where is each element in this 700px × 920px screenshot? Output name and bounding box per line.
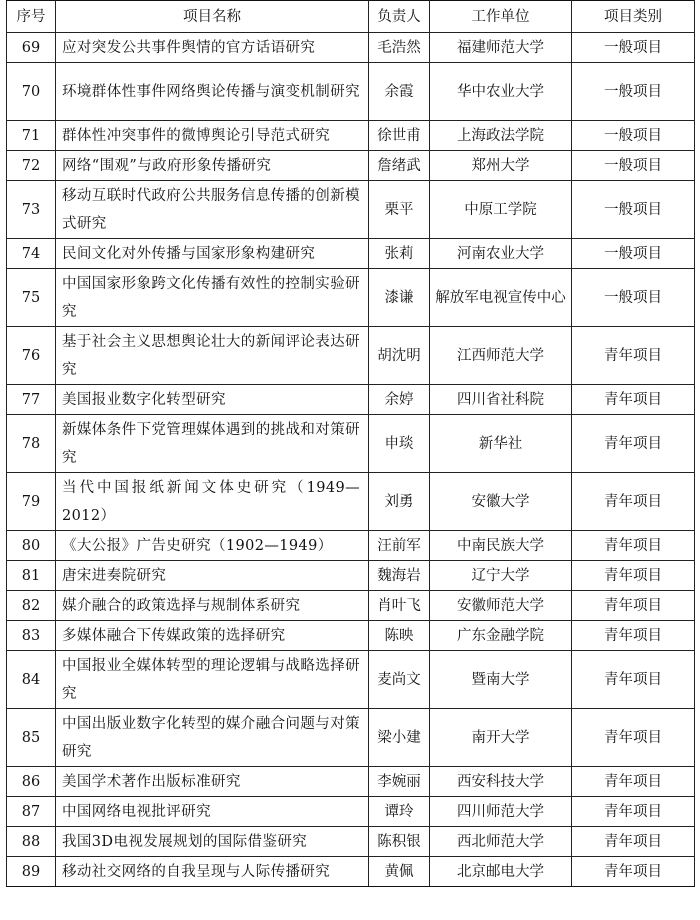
table-body: [7, 33, 695, 887]
table-row: [7, 327, 695, 385]
cell-no: 82: [7, 591, 56, 621]
cell-unit: 新华社: [430, 415, 572, 473]
cell-project-name: 唐宋进奏院研究: [56, 561, 369, 591]
cell-type: 青年项目: [572, 709, 695, 767]
cell-unit: 北京邮电大学: [430, 857, 572, 887]
cell-no: 70: [7, 63, 56, 121]
table-row: [7, 181, 695, 239]
table-row: [7, 531, 695, 561]
header-no: 序号: [7, 1, 56, 33]
cell-no: 88: [7, 827, 56, 857]
cell-project-name: 中国报业全媒体转型的理论逻辑与战略选择研究: [56, 651, 369, 709]
cell-type: 一般项目: [572, 181, 695, 239]
cell-project-name: 美国报业数字化转型研究: [56, 385, 369, 415]
cell-project-name: 中国网络电视批评研究: [56, 797, 369, 827]
table-row: [7, 121, 695, 151]
cell-owner: 申琰: [369, 415, 430, 473]
cell-owner: 刘勇: [369, 473, 430, 531]
table-row: [7, 385, 695, 415]
cell-unit: 辽宁大学: [430, 561, 572, 591]
cell-project-name: 民间文化对外传播与国家形象构建研究: [56, 239, 369, 269]
cell-unit: 中原工学院: [430, 181, 572, 239]
table-row: [7, 63, 695, 121]
table-row: [7, 473, 695, 531]
cell-project-name: 群体性冲突事件的微博舆论引导范式研究: [56, 121, 369, 151]
header-type: 项目类别: [572, 1, 695, 33]
cell-owner: 余婷: [369, 385, 430, 415]
cell-project-name: 当代中国报纸新闻文体史研究（1949—2012）: [56, 473, 369, 531]
cell-owner: 余霞: [369, 63, 430, 121]
cell-project-name: 美国学术著作出版标准研究: [56, 767, 369, 797]
cell-owner: 肖叶飞: [369, 591, 430, 621]
cell-owner: 陈积银: [369, 827, 430, 857]
cell-unit: 西北师范大学: [430, 827, 572, 857]
cell-type: 青年项目: [572, 591, 695, 621]
table-row: [7, 827, 695, 857]
cell-no: 71: [7, 121, 56, 151]
cell-owner: 詹绪武: [369, 151, 430, 181]
table-row: [7, 33, 695, 63]
cell-type: 青年项目: [572, 531, 695, 561]
cell-no: 78: [7, 415, 56, 473]
table-row: [7, 621, 695, 651]
cell-project-name: 媒介融合的政策选择与规制体系研究: [56, 591, 369, 621]
table-row: [7, 561, 695, 591]
cell-owner: 汪前军: [369, 531, 430, 561]
cell-unit: 四川省社科院: [430, 385, 572, 415]
cell-project-name: 移动社交网络的自我呈现与人际传播研究: [56, 857, 369, 887]
table-row: [7, 797, 695, 827]
header-row: [7, 1, 695, 33]
cell-project-name: 环境群体性事件网络舆论传播与演变机制研究: [56, 63, 369, 121]
cell-type: 一般项目: [572, 239, 695, 269]
table-row: [7, 269, 695, 327]
cell-unit: 四川师范大学: [430, 797, 572, 827]
cell-no: 76: [7, 327, 56, 385]
cell-owner: 漆谦: [369, 269, 430, 327]
cell-no: 80: [7, 531, 56, 561]
cell-unit: 上海政法学院: [430, 121, 572, 151]
cell-type: 青年项目: [572, 621, 695, 651]
cell-unit: 中南民族大学: [430, 531, 572, 561]
cell-no: 74: [7, 239, 56, 269]
cell-no: 79: [7, 473, 56, 531]
cell-no: 87: [7, 797, 56, 827]
cell-owner: 麦尚文: [369, 651, 430, 709]
cell-type: 青年项目: [572, 385, 695, 415]
cell-unit: 广东金融学院: [430, 621, 572, 651]
cell-unit: 暨南大学: [430, 651, 572, 709]
cell-type: 一般项目: [572, 151, 695, 181]
table-row: [7, 651, 695, 709]
table-row: [7, 239, 695, 269]
cell-type: 一般项目: [572, 121, 695, 151]
cell-unit: 安徽师范大学: [430, 591, 572, 621]
cell-type: 一般项目: [572, 33, 695, 63]
header-unit: 工作单位: [430, 1, 572, 33]
cell-no: 85: [7, 709, 56, 767]
cell-type: 一般项目: [572, 269, 695, 327]
cell-type: 青年项目: [572, 651, 695, 709]
cell-owner: 毛浩然: [369, 33, 430, 63]
cell-type: 青年项目: [572, 797, 695, 827]
cell-owner: 谭玲: [369, 797, 430, 827]
cell-owner: 魏海岩: [369, 561, 430, 591]
cell-owner: 李婉丽: [369, 767, 430, 797]
header-name: 项目名称: [56, 1, 369, 33]
cell-owner: 黄佩: [369, 857, 430, 887]
cell-unit: 南开大学: [430, 709, 572, 767]
table-row: [7, 591, 695, 621]
cell-type: 青年项目: [572, 415, 695, 473]
cell-unit: 安徽大学: [430, 473, 572, 531]
cell-unit: 福建师范大学: [430, 33, 572, 63]
cell-project-name: 《大公报》广告史研究（1902—1949）: [56, 531, 369, 561]
cell-owner: 胡沈明: [369, 327, 430, 385]
cell-no: 69: [7, 33, 56, 63]
table-row: [7, 857, 695, 887]
table-row: [7, 151, 695, 181]
cell-project-name: 中国国家形象跨文化传播有效性的控制实验研究: [56, 269, 369, 327]
cell-owner: 梁小建: [369, 709, 430, 767]
cell-project-name: 多媒体融合下传媒政策的选择研究: [56, 621, 369, 651]
cell-unit: 解放军电视宣传中心: [430, 269, 572, 327]
cell-type: 青年项目: [572, 473, 695, 531]
cell-type: 青年项目: [572, 857, 695, 887]
cell-project-name: 移动互联时代政府公共服务信息传播的创新模式研究: [56, 181, 369, 239]
cell-no: 83: [7, 621, 56, 651]
projects-table: [6, 0, 695, 887]
cell-type: 青年项目: [572, 767, 695, 797]
cell-unit: 河南农业大学: [430, 239, 572, 269]
cell-no: 77: [7, 385, 56, 415]
cell-owner: 陈映: [369, 621, 430, 651]
cell-unit: 郑州大学: [430, 151, 572, 181]
cell-project-name: 中国出版业数字化转型的媒介融合问题与对策研究: [56, 709, 369, 767]
cell-no: 72: [7, 151, 56, 181]
table-row: [7, 767, 695, 797]
cell-no: 73: [7, 181, 56, 239]
cell-project-name: 基于社会主义思想舆论壮大的新闻评论表达研究: [56, 327, 369, 385]
table-row: [7, 415, 695, 473]
cell-owner: 徐世甫: [369, 121, 430, 151]
cell-no: 86: [7, 767, 56, 797]
cell-project-name: 新媒体条件下党管理媒体遇到的挑战和对策研究: [56, 415, 369, 473]
table-row: [7, 709, 695, 767]
cell-project-name: 我国3D电视发展规划的国际借鉴研究: [56, 827, 369, 857]
cell-no: 84: [7, 651, 56, 709]
cell-type: 青年项目: [572, 827, 695, 857]
cell-type: 一般项目: [572, 63, 695, 121]
cell-no: 81: [7, 561, 56, 591]
cell-no: 75: [7, 269, 56, 327]
cell-type: 青年项目: [572, 327, 695, 385]
cell-unit: 华中农业大学: [430, 63, 572, 121]
cell-project-name: 网络“围观”与政府形象传播研究: [56, 151, 369, 181]
cell-unit: 江西师范大学: [430, 327, 572, 385]
cell-no: 89: [7, 857, 56, 887]
header-owner: 负责人: [369, 1, 430, 33]
cell-project-name: 应对突发公共事件舆情的官方话语研究: [56, 33, 369, 63]
cell-type: 青年项目: [572, 561, 695, 591]
cell-owner: 张莉: [369, 239, 430, 269]
cell-unit: 西安科技大学: [430, 767, 572, 797]
cell-owner: 栗平: [369, 181, 430, 239]
